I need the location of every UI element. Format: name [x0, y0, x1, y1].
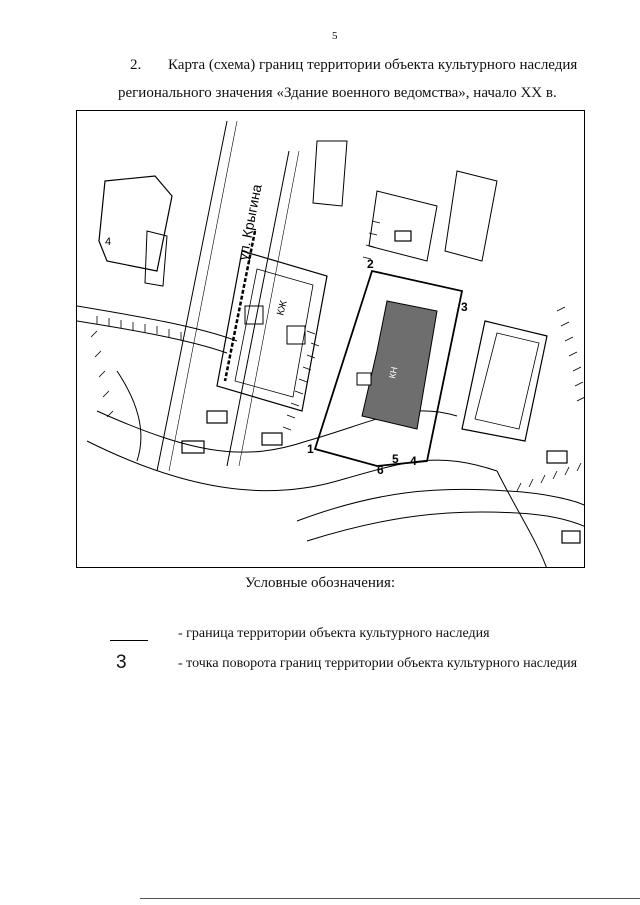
legend-point-text: - точка поворота границ территории объекта культурного наследия [178, 656, 578, 671]
building-label-1: КЖ [275, 299, 290, 317]
legend-title: Условные обозначения: [244, 575, 396, 591]
footpath-se [497, 471, 547, 568]
building-nw [99, 176, 172, 271]
turning-point-3: 3 [461, 300, 468, 314]
garage-4 [547, 451, 567, 463]
bottom-road-2 [307, 512, 585, 541]
section-number: 2. [130, 57, 142, 73]
legend-boundary-symbol [110, 640, 148, 641]
heading-text-2: регионального значения «Здание военного ведомства», начало XX в. [118, 85, 557, 101]
left-road-2 [77, 321, 227, 353]
lower-road-edge-2 [87, 441, 497, 491]
legend-point-symbol: 3 [116, 652, 127, 673]
turning-point-4: 4 [410, 454, 417, 468]
garage-3 [262, 433, 282, 445]
site-map [76, 110, 585, 568]
turning-point-6: 6 [377, 463, 384, 477]
street-edge-left [157, 121, 227, 471]
building-center-inner [235, 269, 313, 397]
heading-text-1: Карта (схема) границ территории объекта культурного наследия [168, 57, 578, 73]
turning-point-1: 1 [307, 442, 314, 456]
garage-6 [395, 231, 411, 241]
building-ne-1 [313, 141, 347, 206]
building-ne-2 [369, 191, 437, 261]
building-center-notch-2 [287, 326, 305, 344]
building-east [462, 321, 547, 441]
heritage-porch [357, 373, 371, 385]
garage-5 [562, 531, 580, 543]
garage-2 [207, 411, 227, 423]
site-map-drawing [77, 111, 585, 568]
legend-boundary-text: - граница территории объекта культурного наследия [178, 626, 490, 641]
turning-point-5: 5 [392, 452, 399, 466]
bottom-road [297, 489, 585, 521]
house-number-label: 4 [105, 236, 112, 248]
garage-1 [182, 441, 204, 453]
street-label: ул. Крыгина [234, 182, 265, 262]
building-east-inner [475, 333, 539, 429]
turning-point-2: 2 [367, 257, 374, 271]
page-number: 5 [332, 30, 338, 42]
building-center [217, 251, 327, 411]
building-ne-3 [445, 171, 497, 261]
heritage-building [362, 301, 437, 429]
building-label-2: КН [387, 365, 400, 380]
left-road [77, 306, 237, 341]
footpath-sw [117, 371, 141, 461]
bottom-rule [140, 898, 640, 899]
